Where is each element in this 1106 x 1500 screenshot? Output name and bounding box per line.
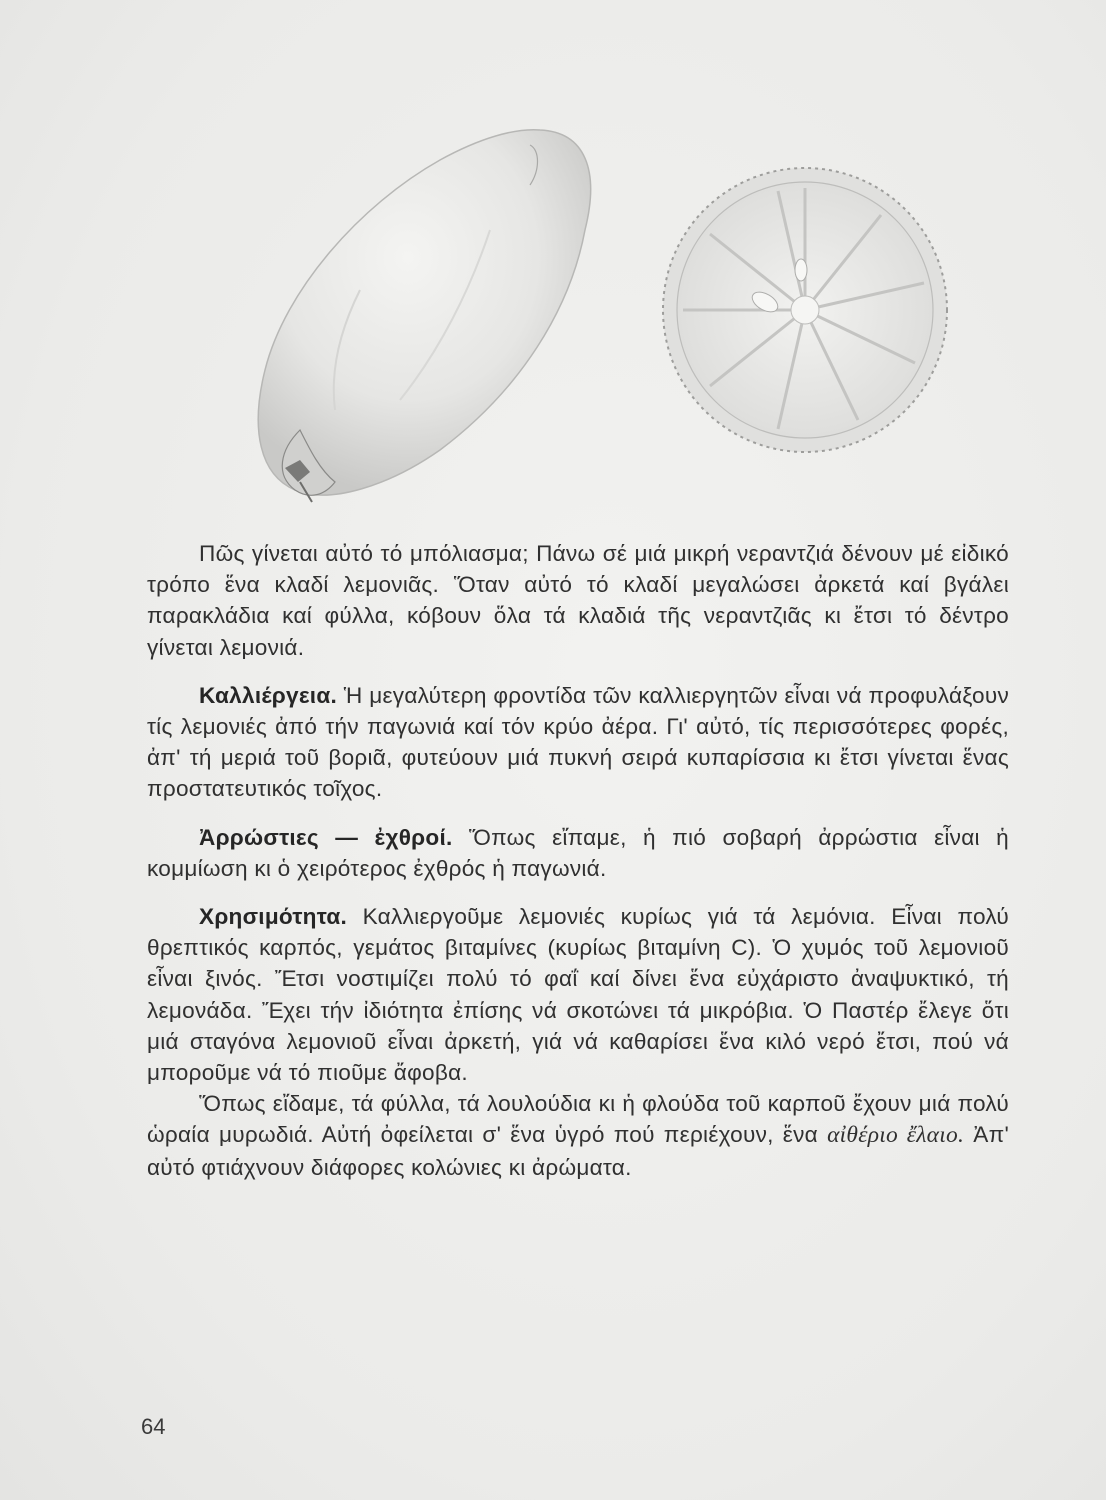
paragraph-cultivation — [147, 680, 1009, 805]
paragraph-aroma — [147, 1088, 1009, 1183]
heading-cultivation: Καλλιέργεια. — [199, 682, 337, 708]
lemon-slice-drawing — [663, 168, 947, 452]
lemon-illustration — [240, 110, 980, 510]
usefulness-body: Καλλιεργοῦμε λεμονιές κυρίως γιά τά λεμόνια. Εἶναι πολύ θρεπτικός καρπός, γεμάτος βιταμίνες (κυρίως βιταμίνη C). Ὁ χυμός τοῦ λεμονιοῦ εἶναι ξινός. Ἔτσι νοστιμίζει πολύ τό φαΐ καί δίνει ἕνα εὐχάριστο ἀναψυκτικό, τή λεμονάδα. Ἔχει τήν ἰδιότητα ἐπίσης νά σκοτώνει τά μικρόβια. Ὁ Παστέρ ἔλεγε ὅτι μιά σταγόνα λεμονιοῦ εἶναι ἀρκετή, γιά νά καθαρίσει ἕνα κιλό νερό ἔτσι, πού νά μποροῦμε νά τό πιοῦμε ἄφοβα. — [147, 904, 1009, 1086]
heading-diseases: Ἀρρώστιες — ἐχθροί. — [199, 824, 453, 850]
article-text — [147, 538, 1009, 1200]
diseases-body: Ὅπως εἴπαμε, ἡ πιό σοβαρή ἀρρώστια εἶναι ἡ κομμίωση κι ὁ χειρότερος ἐχθρός ἡ παγωνιά. — [147, 824, 1009, 881]
paragraph-grafting: Πῶς γίνεται αὐτό τό μπόλιασμα; Πάνω σέ μιά μικρή νεραντζιά δένουν μέ εἰδικό τρόπο ἕνα κλαδί λεμονιᾶς. Ὅταν αὐτό τό κλαδί μεγαλώσει ἀρκετά καί βγάλει παρακλάδια καί φύλλα, κόβουν ὅλα τά κλαδιά τῆς νεραντζιᾶς κι ἔτσι τό δέντρο γίνεται λεμονιά. — [147, 541, 1009, 660]
paragraph-usefulness — [147, 901, 1009, 1088]
whole-lemon-drawing — [258, 130, 590, 502]
paragraph-diseases — [147, 822, 1009, 884]
heading-usefulness: Χρησιμότητα. — [199, 904, 348, 930]
essential-oil-term: αἰθέριο ἔλαιο. — [827, 1122, 965, 1149]
page-number: 64 — [141, 1414, 166, 1439]
cultivation-body: Ἡ μεγαλύτερη φροντίδα τῶν καλλιεργητῶν εἶναι νά προφυλάξουν τίς λεμονιές ἀπό τήν παγωνιά καί τόν κρύο ἀέρα. Γι' αὐτό, τίς περισσότερες φορές, ἀπ' τή μεριά τοῦ βοριᾶ, φυτεύουν μιά πυκνή σειρά κυπαρίσσια κι ἔτσι γίνεται ἕνας προστατευτικός τοῖχος. — [147, 682, 1009, 802]
aroma-body-end: Ἀπ' αὐτό φτιάχνουν διάφορες κολώνιες κι ἀρώματα. — [147, 1122, 1010, 1180]
aroma-body-start: Ὅπως εἴδαμε, τά φύλλα, τά λουλούδια κι ἡ φλούδα τοῦ καρποῦ ἔχουν μιά πολύ ὡραία μυρωδιά. Αὐτή ὀφείλεται σ' ἕνα ὑγρό πού περιέχουν, ἕνα — [147, 1091, 1009, 1148]
